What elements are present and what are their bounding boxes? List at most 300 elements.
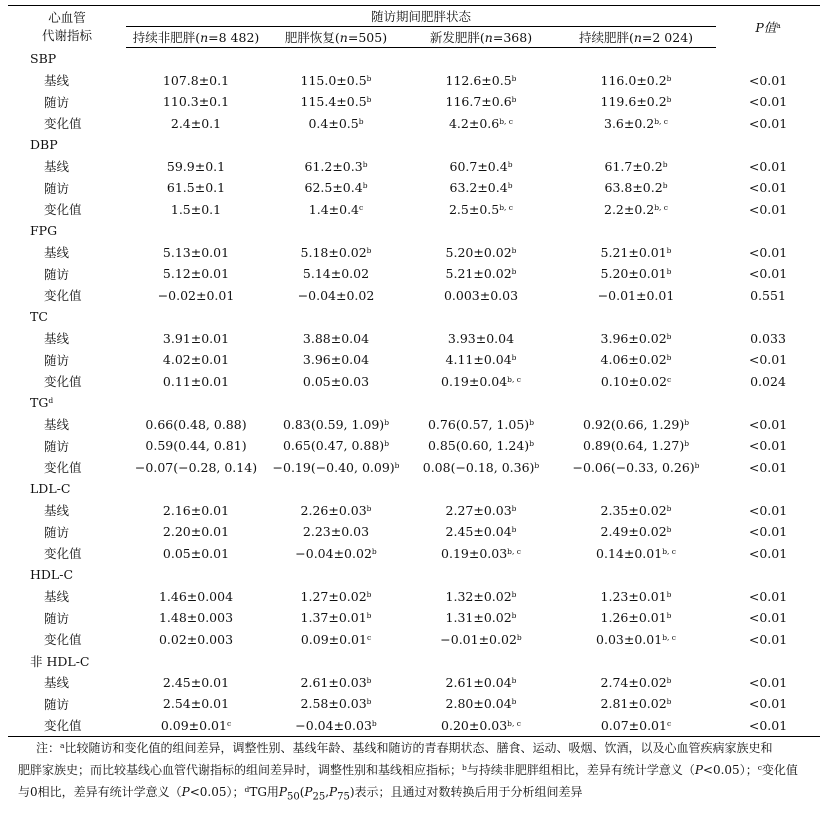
p-value: <0.01 (748, 610, 788, 626)
value-cell (126, 371, 266, 393)
value-cell (126, 177, 266, 199)
value-cell (556, 586, 716, 608)
row-label: 随访 (44, 524, 70, 540)
cell-value: 1.26±0.01 (600, 610, 667, 626)
group-n: =368 (492, 30, 528, 45)
cell-sup: b (666, 675, 672, 685)
cell-sup: b (511, 267, 517, 277)
cell-sup: c (366, 632, 372, 642)
table-row (8, 156, 820, 178)
indicator-title-row (8, 564, 820, 586)
cell-value: 0.003±0.03 (443, 287, 519, 303)
table-row (8, 672, 820, 694)
cell-sup: c (666, 374, 672, 384)
group-n: =505 (347, 30, 383, 45)
row-label: 基线 (44, 503, 70, 519)
value-cell (126, 263, 266, 285)
value-cell (406, 500, 556, 522)
cell-sup: b (666, 589, 672, 599)
cell-value: 0.85(0.60, 1.24) (427, 438, 530, 454)
row-label: 随访 (44, 266, 70, 282)
value-cell (266, 457, 406, 479)
row-label: 随访 (44, 94, 70, 110)
table-row (8, 70, 820, 92)
note-line-2 (18, 759, 816, 781)
cell-sup: b (666, 95, 672, 105)
cell-sup: b, c (654, 202, 669, 212)
value-cell (556, 349, 716, 371)
cell-sup: b (662, 159, 668, 169)
table-row (8, 521, 820, 543)
p-value: <0.01 (748, 502, 788, 518)
cell-value: 0.03±0.01 (596, 631, 663, 647)
p-value: <0.01 (748, 588, 788, 604)
cell-value: 4.2±0.6 (448, 115, 500, 131)
cell-sup: b (366, 503, 372, 513)
cell-value: 5.13±0.01 (162, 244, 230, 260)
cell-value: 1.48±0.003 (158, 610, 234, 626)
cell-value: 0.89(0.64, 1.27) (583, 438, 685, 454)
indicator-title-row (8, 48, 820, 70)
cell-sup: b (371, 718, 377, 728)
cell-value: 2.74±0.02 (600, 674, 667, 690)
p-value: <0.01 (748, 158, 788, 174)
cell-value: 61.5±0.1 (166, 180, 226, 196)
value-cell (556, 113, 716, 135)
value-cell (556, 543, 716, 565)
indicator-title-row (8, 478, 820, 500)
value-cell (266, 349, 406, 371)
indicator-header (8, 6, 126, 48)
row-label: 变化值 (8, 715, 126, 737)
cell-value: 4.02±0.01 (162, 352, 230, 368)
note-italic: P (329, 785, 338, 799)
cell-sup: c (226, 718, 232, 728)
indicator-title (8, 564, 820, 586)
indicator-title-row (8, 220, 820, 242)
value-cell (126, 607, 266, 629)
cell-value: −0.01±0.01 (597, 287, 675, 303)
group-n-label: n (633, 30, 642, 45)
cell-sup: b (511, 245, 517, 255)
cell-value: 110.3±0.1 (162, 94, 230, 110)
cell-sup: b (684, 439, 690, 449)
value-cell (266, 199, 406, 221)
group-header-3: 新发肥胖(n=368) (406, 27, 556, 48)
note-text: 比较随访和变化值的组间差异，调整性别、基线年龄、基线和随访的青春期状态、膳食、运动、吸烟、饮酒，以及心血管疾病家族史和 (64, 741, 773, 755)
value-cell (556, 91, 716, 113)
cell-value: 5.21±0.01 (600, 244, 667, 260)
cell-value: 0.09±0.01 (160, 717, 227, 733)
row-label: 基线 (44, 159, 70, 175)
value-cell (406, 91, 556, 113)
note-sub: 50 (286, 791, 300, 803)
value-cell (556, 328, 716, 350)
value-cell (406, 285, 556, 307)
table-body (8, 48, 820, 737)
cell-value: 115.0±0.5 (300, 72, 367, 88)
table-row (8, 457, 820, 479)
value-cell (406, 414, 556, 436)
cell-sup: b (529, 417, 534, 427)
cell-value: 2.5±0.5 (448, 201, 500, 217)
cell-sup: b (666, 331, 672, 341)
cell-value: 1.46±0.004 (158, 588, 234, 604)
cell-sup: b, c (662, 632, 676, 642)
p-value: 0.024 (750, 373, 786, 389)
value-cell (266, 672, 406, 694)
value-cell (126, 156, 266, 178)
note-sub: 75 (337, 791, 350, 803)
indicator-title (8, 134, 820, 156)
p-value: <0.01 (748, 94, 788, 110)
cell-sup: b (694, 460, 700, 470)
value-cell (556, 435, 716, 457)
value-cell (126, 693, 266, 715)
cell-sup: b (511, 95, 517, 105)
cell-sup: b (366, 95, 372, 105)
indicator-name: FPG (30, 223, 58, 239)
cell-value: 2.45±0.04 (445, 524, 512, 540)
row-label: 基线 (44, 589, 70, 605)
indicator-name: SBP (30, 51, 57, 67)
value-cell (406, 242, 556, 264)
value-cell (266, 177, 406, 199)
value-cell (406, 693, 556, 715)
cell-value: 0.4±0.5 (308, 115, 359, 131)
table-row (8, 113, 820, 135)
indicator-title-row (8, 650, 820, 672)
note-sub: 25 (312, 791, 326, 803)
value-cell (266, 715, 406, 737)
table-row (8, 285, 820, 307)
note-line-1 (18, 737, 816, 759)
cell-sup: b (666, 697, 672, 707)
cell-value: 3.6±0.2 (604, 115, 655, 131)
table-row (8, 263, 820, 285)
value-cell (126, 457, 266, 479)
cell-sup: b (366, 611, 372, 621)
note-text: , (325, 785, 330, 799)
value-cell (556, 177, 716, 199)
cell-value: 61.7±0.2 (604, 158, 663, 174)
value-cell (406, 457, 556, 479)
p-value: <0.01 (748, 244, 788, 260)
cell-sup: b (511, 675, 517, 685)
cell-sup: b (511, 503, 517, 513)
cell-sup: b (666, 503, 672, 513)
table-header (8, 6, 820, 48)
table-row (8, 435, 820, 457)
group-n-label: n (200, 30, 209, 45)
value-cell (406, 263, 556, 285)
cell-value: 1.23±0.01 (600, 588, 667, 604)
indicator-name: DBP (30, 137, 58, 153)
cell-value: 61.2±0.3 (304, 158, 363, 174)
cell-value: −0.07(−0.28, 0.14) (134, 459, 258, 475)
cell-value: 3.96±0.04 (302, 352, 370, 368)
cell-sup: b (362, 159, 368, 169)
value-cell (556, 242, 716, 264)
cell-value: 1.27±0.02 (300, 588, 367, 604)
group-header-2: 肥胖恢复(n=505) (266, 27, 406, 48)
cell-value: 0.02±0.003 (158, 631, 234, 647)
cell-value: 119.6±0.2 (600, 94, 667, 110)
group-caption: 随访期间肥胖状态 (126, 6, 716, 27)
cell-sup: b (384, 439, 389, 449)
cell-sup: b (666, 353, 672, 363)
value-cell (406, 328, 556, 350)
cell-sup: b (511, 73, 517, 83)
p-value: <0.01 (748, 115, 788, 131)
note-text: 与0相比，差异有统计学意义（ (18, 785, 182, 799)
p-value-header-sup: a (776, 20, 781, 30)
cell-value: 2.45±0.01 (162, 674, 230, 690)
table-row (8, 543, 820, 565)
value-cell (266, 285, 406, 307)
row-label: 基线 (44, 73, 70, 89)
cell-sup: b (507, 181, 513, 191)
cell-value: 5.18±0.02 (300, 244, 367, 260)
note-sup: c (757, 763, 762, 772)
p-value: <0.01 (748, 180, 788, 196)
indicator-name: HDL-C (30, 567, 74, 583)
cell-value: −0.06(−0.33, 0.26) (572, 459, 695, 475)
value-cell (126, 672, 266, 694)
value-cell (266, 113, 406, 135)
row-label: 随访 (44, 438, 70, 454)
note-text: 肥胖家族史；而比较基线心血管代谢指标的组间差异时，调整性别和基线相应指标； (18, 763, 463, 777)
note-text: ( (299, 785, 305, 799)
cell-value: 0.92(0.66, 1.29) (583, 416, 685, 432)
value-cell (126, 285, 266, 307)
cell-sup: b (366, 697, 372, 707)
cell-value: 1.4±0.4 (308, 201, 360, 217)
cell-value: 0.83(0.59, 1.09) (282, 416, 385, 432)
cell-sup: b (507, 159, 513, 169)
value-cell (266, 70, 406, 92)
value-cell (266, 607, 406, 629)
value-cell (406, 70, 556, 92)
p-value: <0.01 (748, 201, 788, 217)
p-value: <0.01 (748, 696, 788, 712)
cell-value: −0.02±0.01 (157, 287, 235, 303)
indicator-title (8, 48, 820, 70)
row-label: 变化值 (44, 374, 82, 390)
table-row (8, 371, 820, 393)
indicator-title-row (8, 392, 820, 414)
p-value: <0.01 (748, 72, 788, 88)
cell-sup: b (516, 632, 522, 642)
value-cell (266, 263, 406, 285)
cell-sup: b (684, 417, 690, 427)
cell-sup: b (666, 73, 672, 83)
cell-value: 0.07±0.01 (600, 717, 667, 733)
note-italic: P (304, 785, 313, 799)
cell-value: 0.20±0.03 (441, 717, 508, 733)
value-cell (126, 629, 266, 651)
value-cell (556, 285, 716, 307)
value-cell (126, 521, 266, 543)
note-italic: P (181, 785, 190, 799)
value-cell (556, 199, 716, 221)
value-cell (126, 543, 266, 565)
value-cell (126, 500, 266, 522)
value-cell (556, 414, 716, 436)
cell-value: 0.05±0.01 (162, 545, 230, 561)
value-cell (126, 435, 266, 457)
cell-value: 2.49±0.02 (600, 524, 667, 540)
value-cell (126, 242, 266, 264)
cell-value: 2.54±0.01 (162, 696, 230, 712)
cell-value: 2.27±0.03 (445, 502, 512, 518)
cell-value: 112.6±0.5 (445, 72, 512, 88)
row-label: 变化值 (44, 546, 82, 562)
p-value: <0.01 (748, 352, 788, 368)
cell-sup: b, c (499, 116, 513, 126)
cell-value: −0.04±0.02 (295, 545, 372, 561)
cell-value: 60.7±0.4 (449, 158, 508, 174)
value-cell (266, 629, 406, 651)
indicator-header-line2: 代谢指标 (41, 27, 92, 43)
cell-sup: b (511, 611, 517, 621)
cell-value: 3.96±0.02 (600, 330, 667, 346)
value-cell (126, 91, 266, 113)
value-cell (266, 91, 406, 113)
cell-sup: b (362, 181, 368, 191)
table-row (8, 500, 820, 522)
row-label: 基线 (44, 331, 70, 347)
cell-sup: b (394, 460, 400, 470)
row-label: 变化值 (44, 202, 82, 218)
cell-sup: b (666, 611, 672, 621)
cell-sup: b (534, 460, 540, 470)
cell-value: 3.88±0.04 (302, 330, 370, 346)
table-row (8, 328, 820, 350)
cell-sup: b (384, 417, 389, 427)
value-cell (266, 693, 406, 715)
value-cell (126, 113, 266, 135)
group-name: 持续肥胖 (578, 30, 629, 45)
p-value: <0.01 (748, 524, 788, 540)
cell-value: 63.2±0.4 (449, 180, 508, 196)
cell-sup: b (662, 181, 668, 191)
note-sup: d (244, 785, 250, 794)
note-italic: P (278, 785, 287, 799)
value-cell (266, 328, 406, 350)
cell-value: 0.19±0.03 (441, 545, 508, 561)
table-row (8, 414, 820, 436)
cell-value: 2.80±0.04 (445, 696, 512, 712)
group-n-label: n (484, 30, 493, 45)
indicator-title-row (8, 306, 820, 328)
cell-value: 0.11±0.01 (162, 373, 230, 389)
p-value-header-label: P值 (755, 19, 777, 35)
value-cell (556, 715, 716, 737)
p-value-header (716, 6, 820, 48)
row-label: 基线 (44, 675, 70, 691)
value-cell (556, 156, 716, 178)
group-header-1: 持续非肥胖(n=8 482) (126, 27, 266, 48)
cell-sup: b (666, 525, 672, 535)
indicator-title (8, 306, 820, 328)
value-cell (406, 607, 556, 629)
cell-value: 107.8±0.1 (162, 72, 230, 88)
table-row (8, 349, 820, 371)
row-label: 随访 (44, 180, 70, 196)
value-cell (126, 328, 266, 350)
row-label: 变化值 (44, 116, 82, 132)
value-cell (406, 199, 556, 221)
cell-value: 0.65(0.47, 0.88) (282, 438, 385, 454)
indicator-name: 非 HDL-C (30, 653, 90, 669)
row-label: 随访 (44, 696, 70, 712)
cell-sup: b (366, 73, 372, 83)
cell-value: 116.0±0.2 (600, 72, 667, 88)
value-cell (406, 113, 556, 135)
cell-sup: b (371, 546, 377, 556)
cell-value: 0.09±0.01 (300, 631, 367, 647)
note-italic: P (694, 763, 703, 777)
note-text: 与持续非肥胖组相比，差异有统计学意义（ (466, 763, 695, 777)
value-cell (556, 607, 716, 629)
table-row (8, 199, 820, 221)
value-cell (126, 70, 266, 92)
value-cell (406, 349, 556, 371)
cell-value: 62.5±0.4 (304, 180, 363, 196)
value-cell (406, 177, 556, 199)
value-cell (266, 521, 406, 543)
cell-sup: b, c (507, 546, 521, 556)
cell-value: 2.61±0.03 (300, 674, 367, 690)
cell-sup: b, c (507, 374, 521, 384)
value-cell (406, 156, 556, 178)
cell-value: 1.5±0.1 (170, 201, 222, 217)
cell-sup: b (511, 589, 517, 599)
value-cell (406, 435, 556, 457)
indicator-header-line1: 心血管 (48, 9, 86, 25)
value-cell (266, 543, 406, 565)
p-value: <0.01 (748, 438, 788, 454)
value-cell (406, 629, 556, 651)
cell-sup: b (529, 439, 534, 449)
table-row (8, 693, 820, 715)
p-value: 0.033 (750, 330, 786, 346)
value-cell (556, 672, 716, 694)
value-cell (556, 263, 716, 285)
cell-value: 2.4±0.1 (170, 115, 222, 131)
cell-value: 0.14±0.01 (596, 545, 663, 561)
value-cell (556, 457, 716, 479)
cell-sup: b (511, 353, 517, 363)
value-cell (556, 629, 716, 651)
cell-sup: b, c (654, 116, 669, 126)
note-line-3 (18, 781, 816, 808)
cell-value: 115.4±0.5 (300, 94, 367, 110)
group-n-label: n (339, 30, 348, 45)
note-sup: a (60, 741, 65, 750)
row-label: 基线 (44, 245, 70, 261)
table-row (8, 91, 820, 113)
cell-sup: b, c (662, 546, 676, 556)
indicator-title (8, 478, 820, 500)
cell-value: 3.91±0.01 (162, 330, 230, 346)
cell-value: 5.21±0.02 (445, 266, 512, 282)
cell-value: 5.20±0.02 (445, 244, 512, 260)
cell-sup: b (666, 267, 672, 277)
p-value: <0.01 (748, 416, 788, 432)
cell-value: 1.32±0.02 (445, 588, 512, 604)
